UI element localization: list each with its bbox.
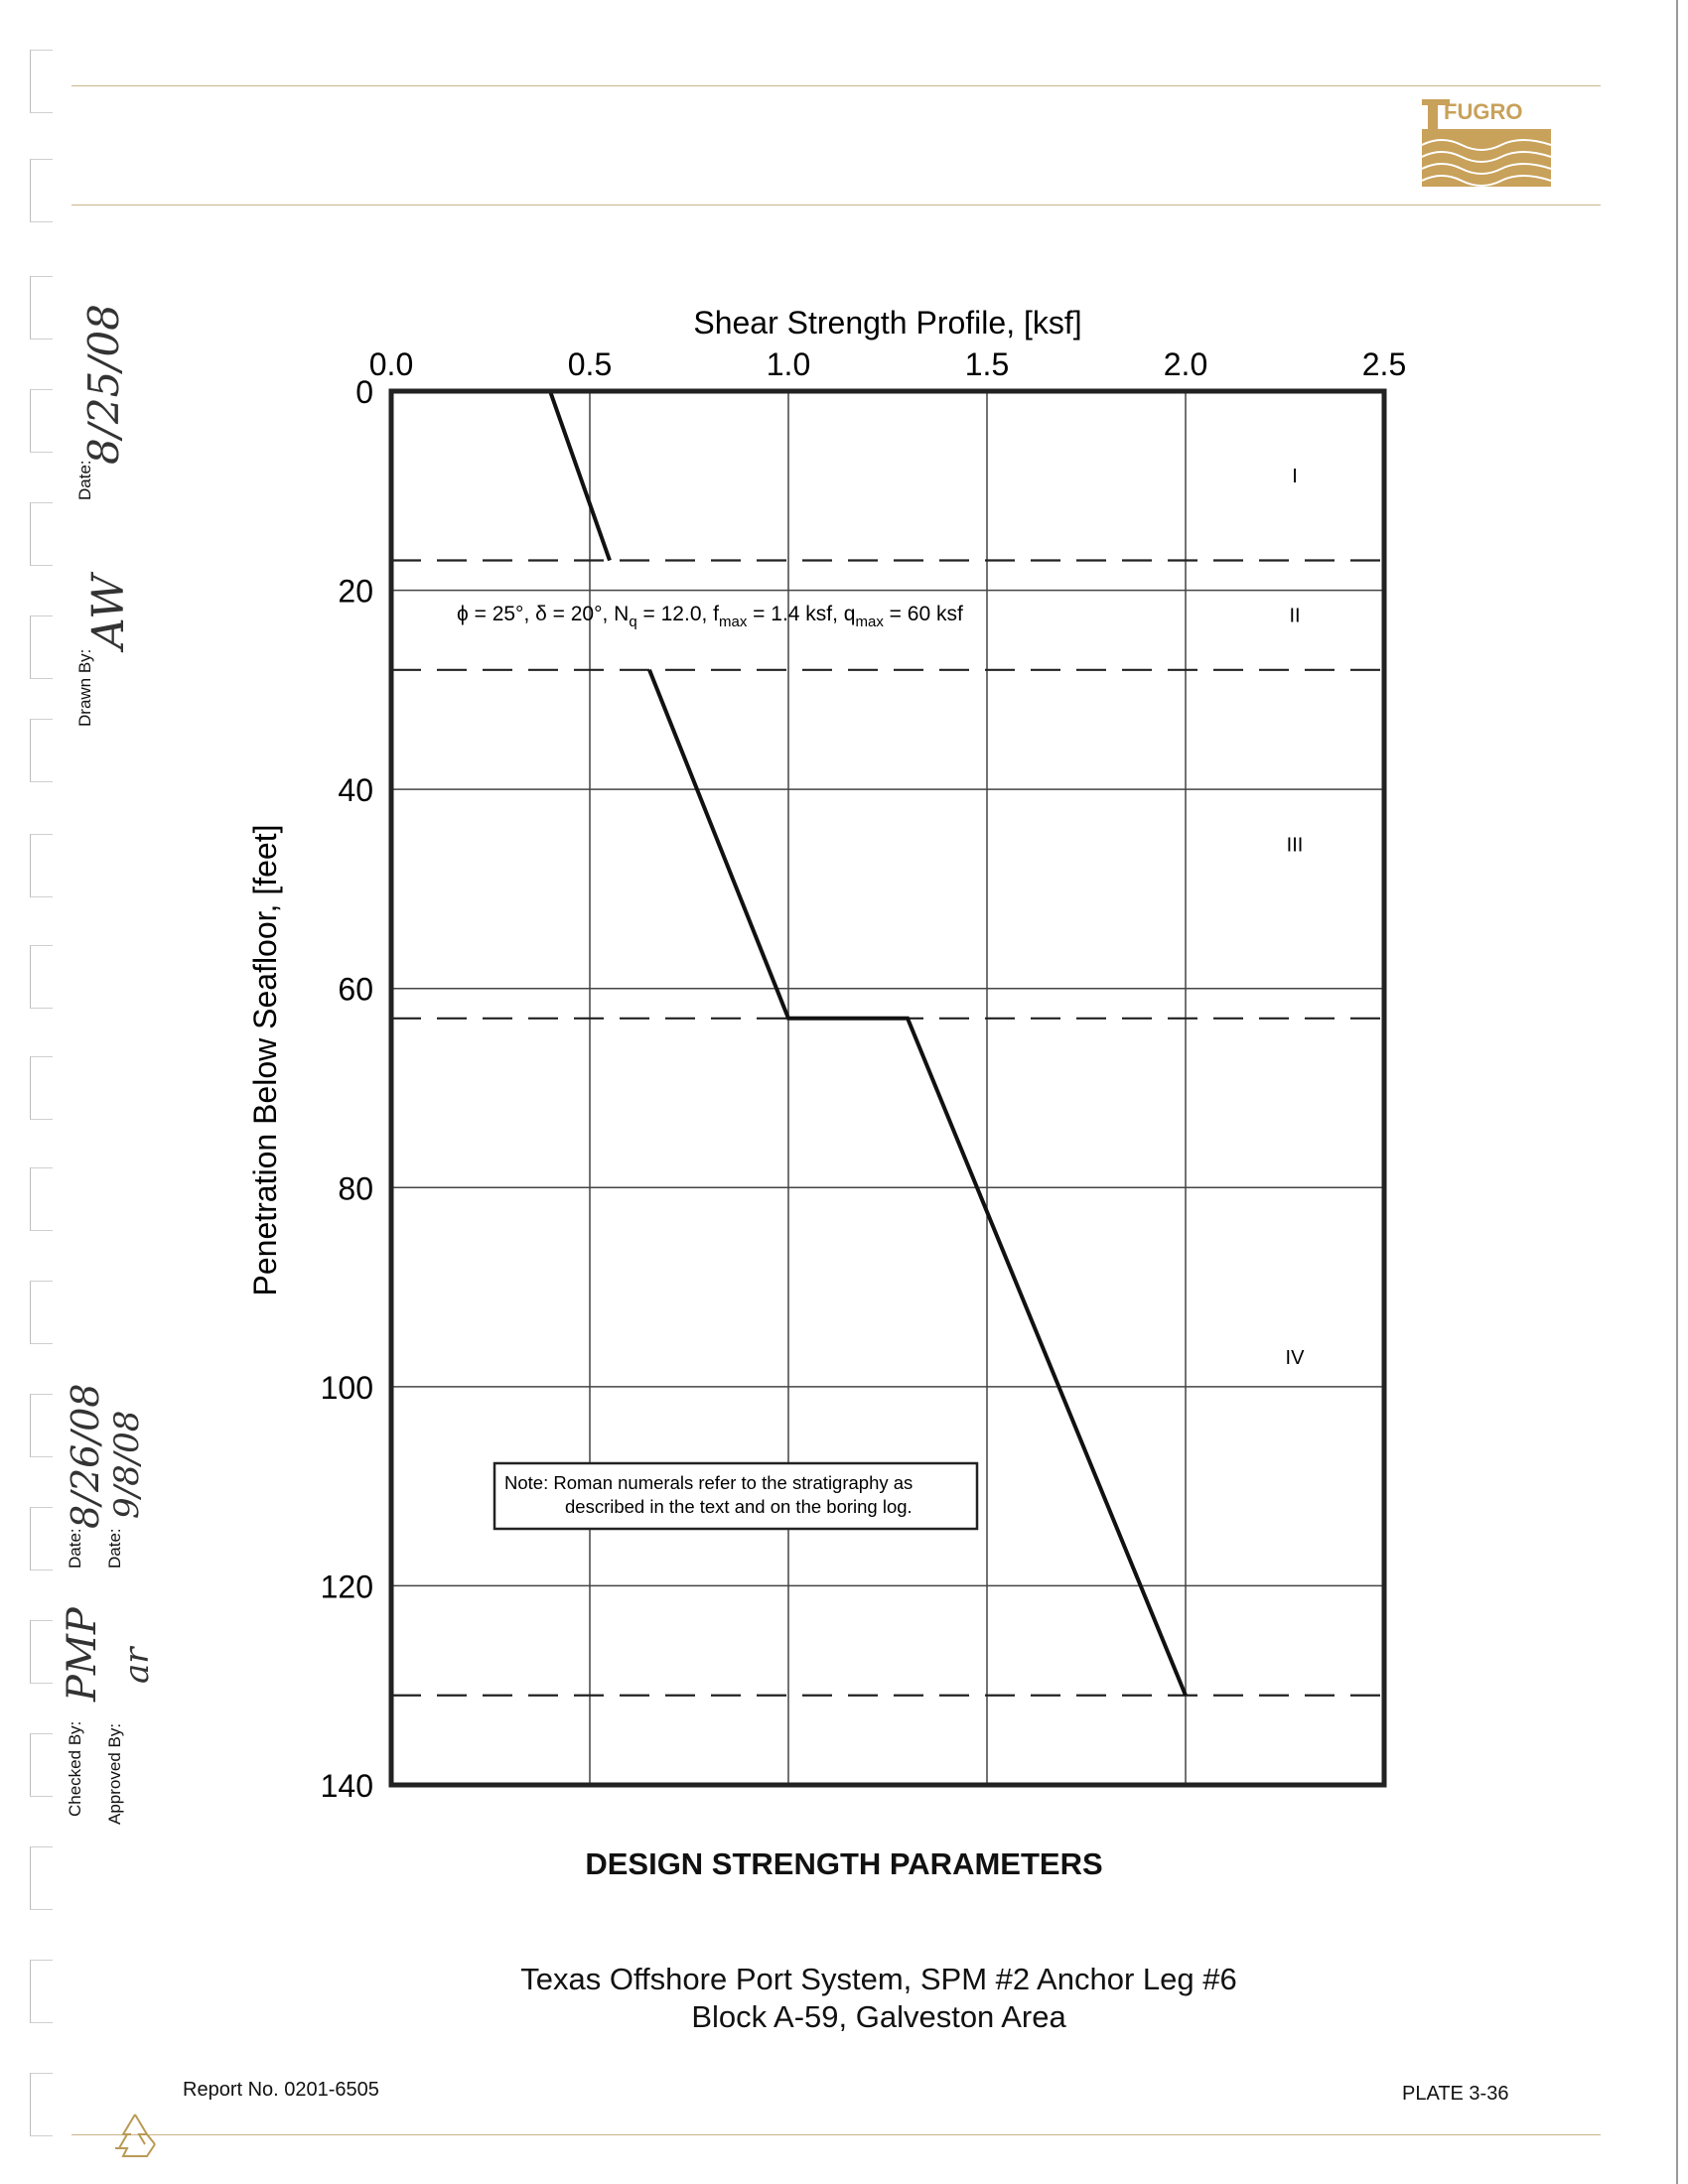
- note-box: [494, 1463, 977, 1529]
- y-tick-label: 120: [320, 1569, 373, 1605]
- y-tick-label: 140: [320, 1768, 373, 1804]
- checked-date-label: Date:: [66, 1528, 84, 1569]
- project-title-line-2: Block A-59, Galveston Area: [691, 1999, 1066, 2034]
- drawn-date: 8/25/08: [79, 304, 128, 465]
- strength-profile-line: [649, 670, 1186, 1696]
- x-tick-label: 1.0: [766, 346, 811, 382]
- recycle-icon: [107, 2109, 163, 2164]
- project-title-line-1: Texas Offshore Port System, SPM #2 Anchor Leg #6: [520, 1962, 1237, 1996]
- layer-label: III: [1286, 834, 1304, 857]
- y-tick-label: 100: [320, 1369, 373, 1406]
- x-tick-label: 0.0: [368, 346, 414, 382]
- x-tick-label: 2.5: [1361, 346, 1407, 382]
- layer-label: I: [1292, 466, 1298, 488]
- plot-frame: [391, 391, 1384, 1785]
- approved-by-label: Approved By:: [105, 1722, 124, 1825]
- parameter-annotation: ϕ = 25°, δ = 20°, $N_q = 12.0$, $f_{max} = 1.4$ ksf, $q_{max} = 60$ ksf: [457, 603, 963, 630]
- strength-profile-line: [550, 391, 610, 560]
- approved-date-label: Date:: [105, 1528, 124, 1569]
- y-tick-label: 80: [338, 1170, 373, 1207]
- page-title: DESIGN STRENGTH PARAMETERS: [585, 1846, 1103, 1881]
- x-tick-label: 0.5: [567, 346, 613, 382]
- drawn-by-signature: AW: [83, 574, 134, 649]
- y-tick-label: 60: [338, 971, 373, 1008]
- approved-by-signature: ar: [117, 1647, 157, 1684]
- layer-label: II: [1289, 605, 1301, 627]
- grid: [391, 391, 1384, 1785]
- checked-by-signature: PMP: [60, 1607, 105, 1702]
- plate-number: PLATE 3-36: [1402, 2083, 1509, 2105]
- report-number: Report No. 0201-6505: [183, 2079, 379, 2101]
- y-tick-label: 20: [338, 573, 373, 610]
- checked-by-label: Checked By:: [66, 1720, 84, 1817]
- layer-labels: [1286, 466, 1306, 1369]
- x-axis-title: Shear Strength Profile, [ksf]: [693, 305, 1082, 341]
- y-tick-label: 40: [338, 772, 373, 809]
- drawn-by-label: Drawn By:: [75, 648, 94, 727]
- logo-text: FUGRO: [1444, 99, 1523, 124]
- layer-label: IV: [1285, 1346, 1305, 1369]
- note-line-2: described in the text and on the boring log.: [565, 1496, 913, 1517]
- y-tick-label: 0: [355, 374, 373, 410]
- drawn-date-label: Date:: [75, 460, 94, 500]
- approved-date: 9/8/08: [107, 1410, 147, 1519]
- x-tick-label: 1.5: [964, 346, 1010, 382]
- y-axis-title: Penetration Below Seafloor, [feet]: [247, 824, 283, 1297]
- x-tick-label: 2.0: [1163, 346, 1208, 382]
- checked-date: 8/26/08: [64, 1383, 107, 1529]
- note-line-1: Note: Roman numerals refer to the stratigraphy as: [504, 1472, 914, 1493]
